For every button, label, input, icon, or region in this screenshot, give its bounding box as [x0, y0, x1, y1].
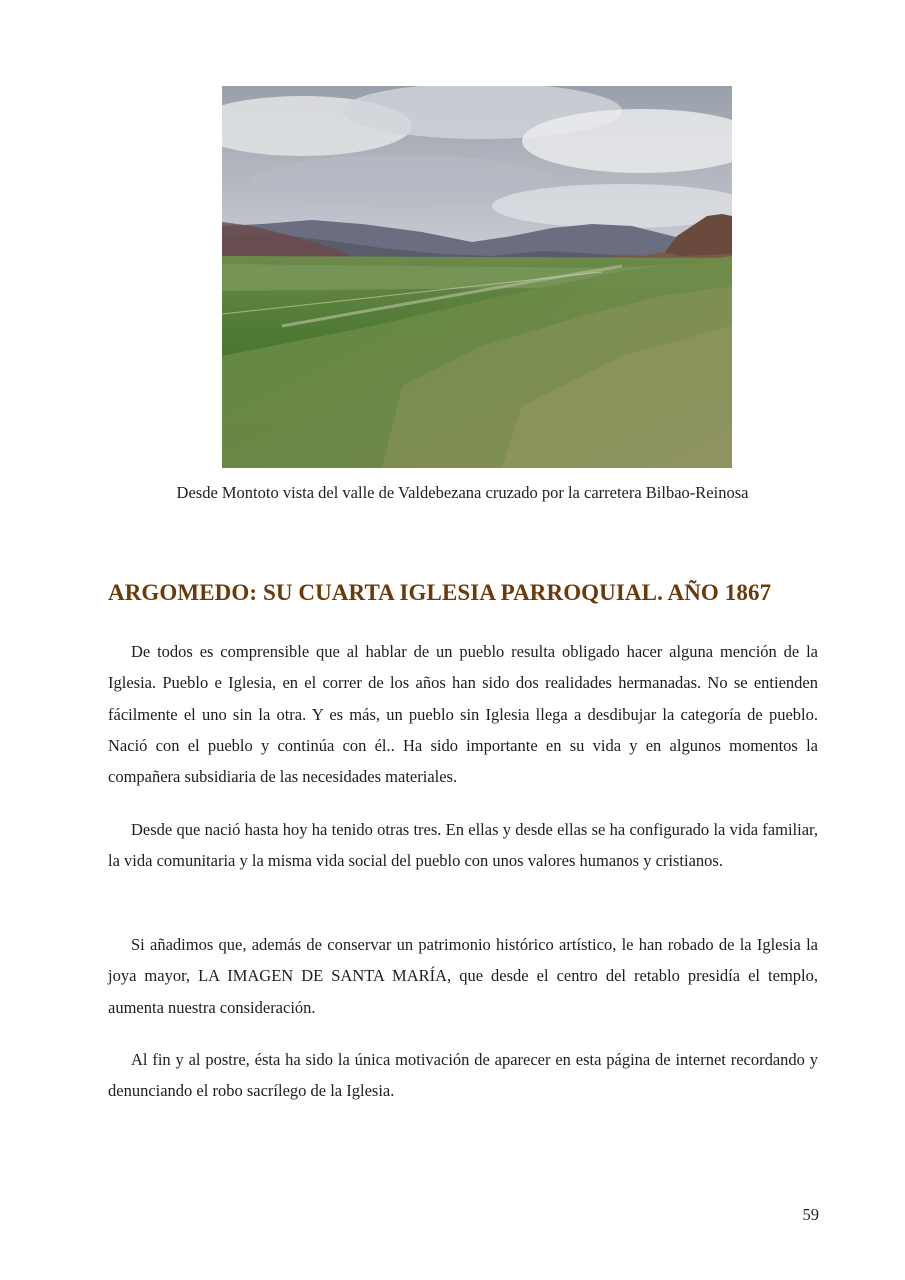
- page-number: 59: [802, 1205, 819, 1224]
- paragraph-2: Desde que nació hasta hoy ha tenido otras tres. En ellas y desde ellas se ha configurado la vida familiar, la vida comunitaria y la misma vida social del pueblo con unos valores humanos y cristianos.: [108, 820, 818, 871]
- paragraph-4: Al fin y al postre, ésta ha sido la única motivación de aparecer en esta página de internet recordando y denunciando el robo sacrílego de la Iglesia.: [108, 1050, 818, 1101]
- paragraph-1: De todos es comprensible que al hablar de un pueblo resulta obligado hacer alguna mención de la Iglesia. Pueblo e Iglesia, en el correr de los años han sido dos realidades hermanadas. No se entienden fácilmente el uno sin la otra. Y es más, un pueblo sin Iglesia llega a desdibujar la categoría de pueblo. Nació con el pueblo y continúa con él.. Ha sido importante en su vida y en algunos momentos la compañera subsidiaria de las necesidades materiales.: [108, 642, 818, 787]
- paragraph-3: Si añadimos que, además de conservar un patrimonio histórico artístico, le han robado de la Iglesia la joya mayor, LA IMAGEN DE SANTA MARÍA, que desde el centro del retablo presidía el templo, aumenta nuestra consideración.: [108, 935, 818, 1017]
- landscape-photo: [222, 86, 732, 468]
- figure-caption: Desde Montoto vista del valle de Valdebezana cruzado por la carretera Bilbao-Reinosa: [176, 483, 749, 502]
- section-heading: ARGOMEDO: SU CUARTA IGLESIA PARROQUIAL. AÑO 1867: [108, 580, 772, 605]
